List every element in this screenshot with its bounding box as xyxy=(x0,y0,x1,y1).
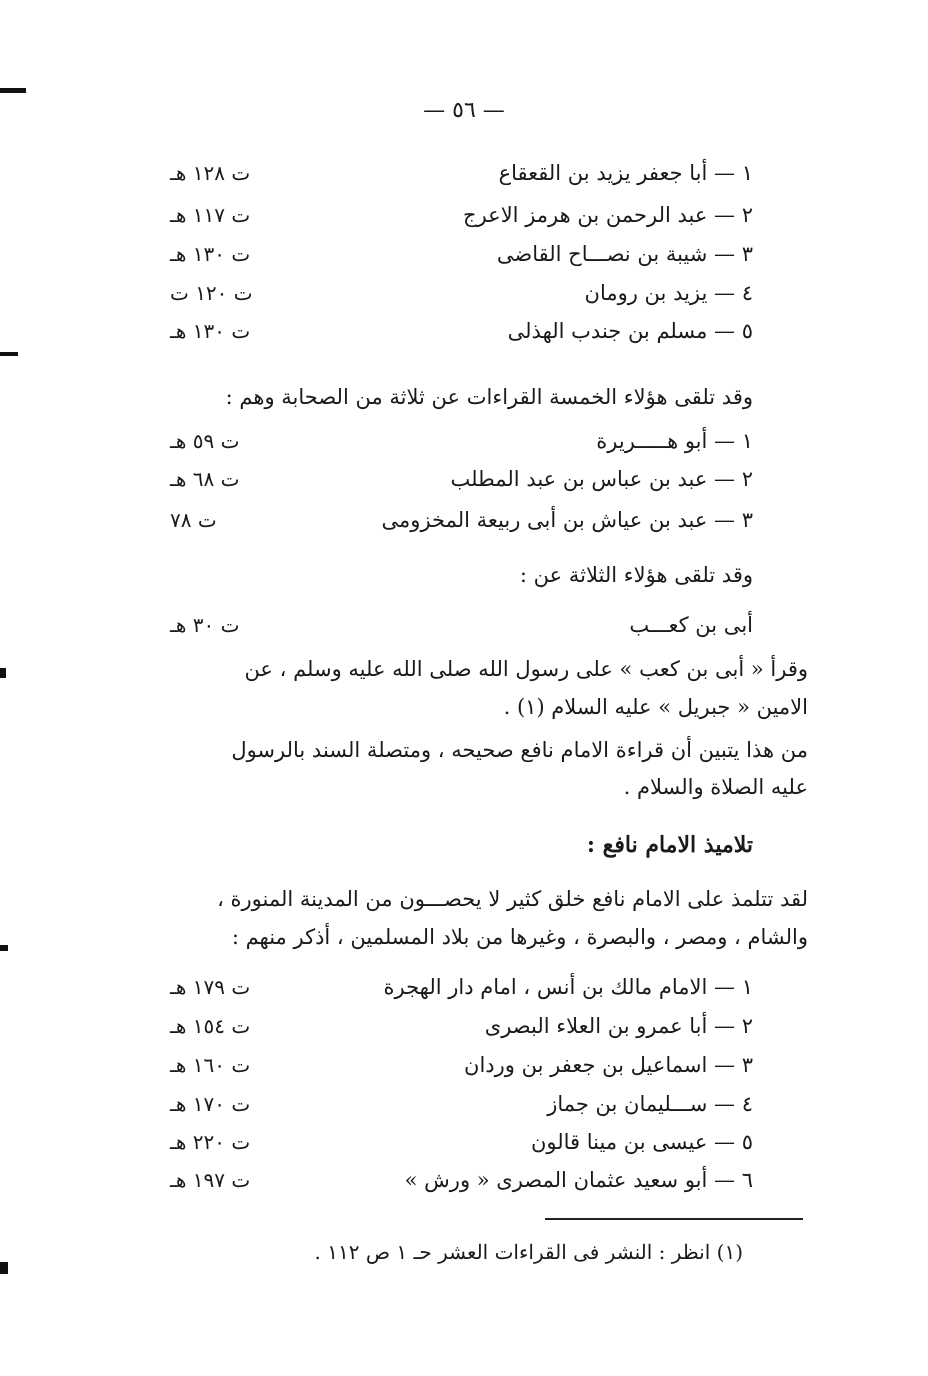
death-date: ت ٢٢٠ هـ xyxy=(170,1130,251,1154)
scan-mark xyxy=(0,88,26,93)
list-item xyxy=(0,424,928,458)
intro-companions: وقد تلقى هؤلاء الخمسة القراءات عن ثلاثة من الصحابة وهم : xyxy=(225,385,753,409)
paragraph-line: الامين « جبريل » عليه السلام (١) . xyxy=(503,695,808,719)
student-name: ٤ — ســـليمان بن جماز xyxy=(547,1092,753,1116)
student-name: ٢ — أبا عمرو بن العلاء البصرى xyxy=(484,1014,753,1038)
page-number: — ٥٦ — xyxy=(423,98,505,123)
reader-name: ٤ — يزيد بن رومان xyxy=(584,281,753,305)
list-item xyxy=(0,237,928,271)
list-item xyxy=(0,1125,928,1159)
death-date: ت ١٣٠ هـ xyxy=(170,319,251,343)
student-name: ٣ — اسماعيل بن جعفر بن وردان xyxy=(464,1053,753,1077)
death-date: ت ٦٨ هـ xyxy=(170,467,240,491)
death-date: ت ١٢٨ هـ xyxy=(170,161,251,185)
footnote-divider xyxy=(545,1218,803,1220)
death-date: ت ١٧٩ هـ xyxy=(170,975,251,999)
list-item xyxy=(0,276,928,310)
scan-mark xyxy=(0,1262,8,1274)
paragraph-line: وقرأ « أبى بن كعب » على رسول الله صلى الله عليه وسلم ، عن xyxy=(244,657,808,681)
list-item xyxy=(0,1087,928,1121)
paragraph-line: والشام ، ومصر ، والبصرة ، وغيرها من بلاد المسلمين ، أذكر منهم : xyxy=(231,925,808,949)
death-date: ت ١٧٠ هـ xyxy=(170,1092,251,1116)
death-date: ت ٧٨ xyxy=(170,508,217,532)
list-item xyxy=(0,198,928,232)
reader-name: ٥ — مسلم بن جندب الهذلى xyxy=(507,319,753,343)
companion-name: ١ — أبو هـــــريرة xyxy=(596,429,753,453)
reader-name: ٣ — شيبة بن نصـــاح القاضى xyxy=(496,242,753,266)
scan-mark xyxy=(0,668,6,678)
death-date: ت ١٦٠ هـ xyxy=(170,1053,251,1077)
scan-mark xyxy=(0,945,8,951)
list-item xyxy=(0,608,928,642)
scan-mark xyxy=(0,352,18,356)
intro-ubay: وقد تلقى هؤلاء الثلاثة عن : xyxy=(519,563,753,587)
student-name: ٦ — أبو سعيد عثمان المصرى « ورش » xyxy=(404,1168,753,1192)
paragraph-line: من هذا يتبين أن قراءة الامام نافع صحيحه ، ومتصلة السند بالرسول xyxy=(231,738,808,762)
reader-name: ١ — أبا جعفر يزيد بن القعقاع xyxy=(498,161,753,185)
paragraph-line: لقد تتلمذ على الامام نافع خلق كثير لا يحصـــون من المدينة المنورة ، xyxy=(217,887,808,911)
death-date: ت ١٩٧ هـ xyxy=(170,1168,251,1192)
companion-name: ٢ — عبد بن عباس بن عبد المطلب xyxy=(450,467,753,491)
list-item xyxy=(0,1048,928,1082)
student-name: ٥ — عيسى بن مينا قالون xyxy=(530,1130,753,1154)
death-date: ت ١٣٠ هـ xyxy=(170,242,251,266)
death-date: ت ١٥٤ هـ xyxy=(170,1014,251,1038)
student-name: ١ — الامام مالك بن أنس ، امام دار الهجرة xyxy=(383,975,753,999)
list-item xyxy=(0,1009,928,1043)
list-item xyxy=(0,314,928,348)
death-date: ت ١٢٠ ت xyxy=(170,281,253,305)
footnote: (١) انظر : النشر فى القراءات العشر حـ ١ ص ١١٢ . xyxy=(314,1240,743,1264)
list-item xyxy=(0,1163,928,1197)
section-heading: تلاميذ الامام نافع : xyxy=(586,832,753,858)
list-item xyxy=(0,156,928,190)
paragraph-line: عليه الصلاة والسلام . xyxy=(623,775,808,799)
companion-name: ٣ — عبد بن عياش بن أبى ربيعة المخزومى xyxy=(381,508,753,532)
reader-name: ٢ — عبد الرحمن بن هرمز الاعرج xyxy=(463,203,753,227)
death-date: ت ٣٠ هـ xyxy=(170,613,240,637)
death-date: ت ٥٩ هـ xyxy=(170,429,240,453)
death-date: ت ١١٧ هـ xyxy=(170,203,251,227)
companion-name: أبى بن كعـــب xyxy=(629,613,753,637)
list-item xyxy=(0,970,928,1004)
list-item xyxy=(0,503,928,537)
list-item xyxy=(0,462,928,496)
